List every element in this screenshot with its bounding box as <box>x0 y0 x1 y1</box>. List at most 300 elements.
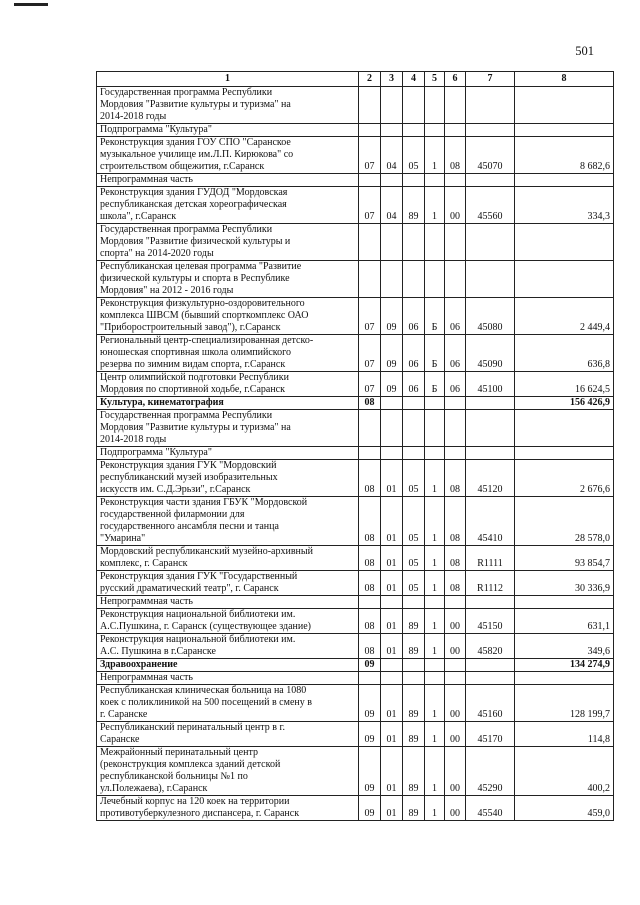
code-subsection-cell: 01 <box>381 685 403 722</box>
code-program-cell: 89 <box>403 722 425 747</box>
scan-edge-mark <box>14 3 48 6</box>
code-section-cell <box>359 596 381 609</box>
row-name-line: противотуберкулезного диспансера, г. Саранск <box>100 808 300 819</box>
table-row <box>97 596 614 609</box>
code-article-cell: 45170 <box>466 722 515 747</box>
code-subsection-cell <box>381 672 403 685</box>
row-name-line: Республиканская клиническая больница на 1080 <box>100 685 307 696</box>
table-row <box>97 372 614 397</box>
code-section-cell <box>359 447 381 460</box>
amount-cell: 93 854,7 <box>515 546 614 571</box>
section-row <box>97 397 614 410</box>
row-name-cell <box>97 546 359 571</box>
table-row <box>97 497 614 546</box>
code-direction-cell: 08 <box>445 460 466 497</box>
code-article-cell: 45070 <box>466 137 515 174</box>
amount-cell: 8 682,6 <box>515 137 614 174</box>
code-article-cell <box>466 224 515 261</box>
row-name-line: Реконструкция национальной библиотеки им. <box>100 609 296 620</box>
table-row <box>97 224 614 261</box>
code-subprogram-cell: 1 <box>425 685 445 722</box>
code-direction-cell <box>445 410 466 447</box>
code-program-cell: 05 <box>403 137 425 174</box>
code-subprogram-cell <box>425 397 445 410</box>
code-subsection-cell <box>381 224 403 261</box>
code-subsection-cell <box>381 596 403 609</box>
code-article-cell: 45540 <box>466 796 515 821</box>
amount-cell <box>515 596 614 609</box>
row-name-line: Центр олимпийской подготовки Республики <box>100 372 289 383</box>
code-program-cell <box>403 447 425 460</box>
budget-table <box>96 71 614 821</box>
row-name-line: ул.Полежаева), г.Саранск <box>100 783 208 794</box>
code-direction-cell: 00 <box>445 685 466 722</box>
code-article-cell: 45560 <box>466 187 515 224</box>
row-name-cell <box>97 124 359 137</box>
row-name-cell <box>97 659 359 672</box>
code-program-cell <box>403 397 425 410</box>
code-section-cell: 09 <box>359 796 381 821</box>
code-subprogram-cell: 1 <box>425 546 445 571</box>
row-name-line: Реконструкция здания ГУК "Мордовский <box>100 460 277 471</box>
code-subprogram-cell: 1 <box>425 609 445 634</box>
row-name-cell <box>97 672 359 685</box>
code-program-cell: 06 <box>403 335 425 372</box>
code-direction-cell: 08 <box>445 571 466 596</box>
row-name-cell <box>97 609 359 634</box>
row-name-cell <box>97 397 359 410</box>
row-name-line: Государственная программа Республики <box>100 224 273 235</box>
column-header: 3 <box>381 72 403 87</box>
code-direction-cell: 06 <box>445 335 466 372</box>
row-name-cell <box>97 596 359 609</box>
row-name-line: Мордовский республиканский музейно-архивный <box>100 546 313 557</box>
code-article-cell <box>466 596 515 609</box>
code-section-cell: 08 <box>359 609 381 634</box>
code-direction-cell: 08 <box>445 497 466 546</box>
code-subsection-cell: 09 <box>381 335 403 372</box>
row-name-line: школа", г.Саранск <box>100 211 177 222</box>
code-article-cell <box>466 124 515 137</box>
table-row <box>97 137 614 174</box>
code-article-cell <box>466 174 515 187</box>
code-program-cell <box>403 124 425 137</box>
code-article-cell: 45820 <box>466 634 515 659</box>
row-name-line: Республиканская целевая программа "Развитие <box>100 261 302 272</box>
code-program-cell <box>403 596 425 609</box>
row-name-line: резерва по зимним видам спорта, г.Саранск <box>100 359 286 370</box>
code-subprogram-cell: Б <box>425 335 445 372</box>
row-name-line: Мордовия "Развитие физической культуры и <box>100 236 291 247</box>
code-section-cell: 08 <box>359 497 381 546</box>
table-row <box>97 546 614 571</box>
row-name-cell <box>97 335 359 372</box>
code-direction-cell: 06 <box>445 298 466 335</box>
code-program-cell <box>403 261 425 298</box>
code-subsection-cell: 09 <box>381 372 403 397</box>
code-section-cell: 09 <box>359 659 381 672</box>
table-row <box>97 298 614 335</box>
amount-cell: 631,1 <box>515 609 614 634</box>
code-program-cell: 89 <box>403 609 425 634</box>
row-name-line: Реконструкция здания ГУК "Государственный <box>100 571 298 582</box>
code-program-cell <box>403 672 425 685</box>
row-name-cell <box>97 497 359 546</box>
code-program-cell <box>403 224 425 261</box>
row-name-line: государственной филармонии для <box>100 509 245 520</box>
row-name-line: Региональный центр-специализированная детско- <box>100 335 314 346</box>
code-direction-cell <box>445 87 466 124</box>
row-name-line: Подпрограмма "Культура" <box>100 124 212 135</box>
table-row <box>97 672 614 685</box>
code-program-cell: 89 <box>403 187 425 224</box>
row-name-line: государственного ансамбля песни и танца <box>100 521 279 532</box>
row-name-line: республиканский музей изобразительных <box>100 472 278 483</box>
code-section-cell <box>359 410 381 447</box>
table-row <box>97 447 614 460</box>
row-name-line: Реконструкция национальной библиотеки им. <box>100 634 296 645</box>
code-article-cell: 45080 <box>466 298 515 335</box>
row-name-line: Реконструкция части здания ГБУК "Мордовской <box>100 497 308 508</box>
code-subsection-cell: 01 <box>381 796 403 821</box>
code-program-cell: 89 <box>403 747 425 796</box>
code-section-cell <box>359 174 381 187</box>
code-subprogram-cell <box>425 410 445 447</box>
code-subprogram-cell <box>425 447 445 460</box>
code-direction-cell <box>445 174 466 187</box>
amount-cell: 349,6 <box>515 634 614 659</box>
code-section-cell: 08 <box>359 634 381 659</box>
code-article-cell: 45090 <box>466 335 515 372</box>
code-section-cell: 09 <box>359 722 381 747</box>
amount-cell <box>515 410 614 447</box>
row-name-line: А.С. Пушкина в г.Саранске <box>100 646 216 657</box>
code-program-cell: 05 <box>403 497 425 546</box>
row-name-cell <box>97 137 359 174</box>
code-program-cell: 05 <box>403 546 425 571</box>
column-header: 8 <box>515 72 614 87</box>
code-subsection-cell <box>381 174 403 187</box>
amount-cell <box>515 174 614 187</box>
column-header: 6 <box>445 72 466 87</box>
code-article-cell <box>466 87 515 124</box>
amount-cell: 636,8 <box>515 335 614 372</box>
row-name-cell <box>97 187 359 224</box>
code-subsection-cell <box>381 87 403 124</box>
code-subprogram-cell <box>425 659 445 672</box>
code-subprogram-cell: 1 <box>425 747 445 796</box>
row-name-line: Государственная программа Республики <box>100 410 273 421</box>
code-subsection-cell <box>381 261 403 298</box>
code-subprogram-cell <box>425 87 445 124</box>
code-subsection-cell <box>381 659 403 672</box>
row-name-line: республиканская детская хореографическая <box>100 199 287 210</box>
row-name-line: "Умарина" <box>100 533 146 544</box>
code-subsection-cell: 01 <box>381 722 403 747</box>
table-row <box>97 124 614 137</box>
row-name-line: комплекса ШВСМ (бывший спорткомплекс ОАО <box>100 310 309 321</box>
column-header: 1 <box>97 72 359 87</box>
code-subsection-cell <box>381 124 403 137</box>
table-row <box>97 685 614 722</box>
row-name-cell <box>97 372 359 397</box>
row-name-cell <box>97 796 359 821</box>
row-name-line: коек с поликлиникой на 500 посещений в смену в <box>100 697 312 708</box>
page-number: 501 <box>575 44 594 58</box>
code-subprogram-cell: Б <box>425 298 445 335</box>
column-header: 4 <box>403 72 425 87</box>
row-name-line: Здравоохранение <box>100 659 178 670</box>
code-direction-cell: 00 <box>445 722 466 747</box>
code-program-cell <box>403 410 425 447</box>
row-name-line: Мордовия "Развитие культуры и туризма" на <box>100 422 291 433</box>
code-section-cell: 08 <box>359 460 381 497</box>
code-subprogram-cell: 1 <box>425 634 445 659</box>
code-article-cell: 45290 <box>466 747 515 796</box>
amount-cell <box>515 87 614 124</box>
row-name-line: "Приборостроительный завод"), г.Саранск <box>100 322 281 333</box>
code-subprogram-cell <box>425 124 445 137</box>
code-subsection-cell <box>381 397 403 410</box>
code-direction-cell: 06 <box>445 372 466 397</box>
code-subsection-cell <box>381 410 403 447</box>
table-row <box>97 335 614 372</box>
row-name-line: строительством общежития, г.Саранск <box>100 161 265 172</box>
code-article-cell <box>466 659 515 672</box>
code-subsection-cell: 01 <box>381 460 403 497</box>
row-name-cell <box>97 298 359 335</box>
row-name-line: Межрайонный перинатальный центр <box>100 747 258 758</box>
section-row <box>97 659 614 672</box>
column-header: 5 <box>425 72 445 87</box>
amount-cell: 2 449,4 <box>515 298 614 335</box>
row-name-cell <box>97 685 359 722</box>
amount-cell: 400,2 <box>515 747 614 796</box>
code-section-cell: 08 <box>359 571 381 596</box>
row-name-line: Подпрограмма "Культура" <box>100 447 212 458</box>
code-subprogram-cell: 1 <box>425 187 445 224</box>
row-name-line: (реконструкция комплекса зданий детской <box>100 759 281 770</box>
code-subprogram-cell: 1 <box>425 137 445 174</box>
code-article-cell: 45100 <box>466 372 515 397</box>
code-program-cell: 05 <box>403 571 425 596</box>
code-subprogram-cell <box>425 224 445 261</box>
row-name-line: Мордовия" на 2012 - 2016 годы <box>100 285 234 296</box>
row-name-cell <box>97 447 359 460</box>
code-direction-cell <box>445 397 466 410</box>
row-name-line: 2014-2018 годы <box>100 111 167 122</box>
code-subsection-cell: 01 <box>381 609 403 634</box>
code-article-cell <box>466 397 515 410</box>
code-program-cell <box>403 659 425 672</box>
row-name-line: музыкальное училище им.Л.П. Кирюкова" со <box>100 149 294 160</box>
code-subsection-cell: 01 <box>381 546 403 571</box>
table-row <box>97 634 614 659</box>
code-section-cell: 07 <box>359 372 381 397</box>
table-row <box>97 410 614 447</box>
code-direction-cell <box>445 124 466 137</box>
code-direction-cell: 00 <box>445 634 466 659</box>
table-row <box>97 187 614 224</box>
code-direction-cell <box>445 261 466 298</box>
amount-cell: 114,8 <box>515 722 614 747</box>
amount-cell <box>515 261 614 298</box>
amount-cell: 128 199,7 <box>515 685 614 722</box>
row-name-cell <box>97 224 359 261</box>
code-section-cell: 07 <box>359 187 381 224</box>
code-direction-cell: 00 <box>445 747 466 796</box>
code-section-cell: 07 <box>359 137 381 174</box>
code-program-cell <box>403 174 425 187</box>
code-program-cell: 05 <box>403 460 425 497</box>
code-article-cell <box>466 410 515 447</box>
code-article-cell: R1112 <box>466 571 515 596</box>
amount-cell: 459,0 <box>515 796 614 821</box>
amount-cell <box>515 672 614 685</box>
code-article-cell: 45150 <box>466 609 515 634</box>
code-subprogram-cell <box>425 174 445 187</box>
row-name-cell <box>97 747 359 796</box>
row-name-line: юношеская спортивная школа олимпийского <box>100 347 291 358</box>
code-program-cell: 89 <box>403 796 425 821</box>
code-subsection-cell: 09 <box>381 298 403 335</box>
row-name-cell <box>97 460 359 497</box>
code-section-cell <box>359 87 381 124</box>
row-name-line: Мордовия "Развитие культуры и туризма" на <box>100 99 291 110</box>
row-name-line: Непрограммная часть <box>100 174 193 185</box>
code-direction-cell <box>445 447 466 460</box>
code-direction-cell: 08 <box>445 546 466 571</box>
code-section-cell: 09 <box>359 747 381 796</box>
code-subprogram-cell: 1 <box>425 460 445 497</box>
row-name-line: спорта" на 2014-2020 годы <box>100 248 214 259</box>
code-subprogram-cell: Б <box>425 372 445 397</box>
table-row <box>97 609 614 634</box>
column-header: 7 <box>466 72 515 87</box>
row-name-cell <box>97 174 359 187</box>
row-name-line: республиканской больницы №1 по <box>100 771 248 782</box>
code-subsection-cell: 04 <box>381 187 403 224</box>
row-name-line: Реконструкция здания ГУДОД "Мордовская <box>100 187 288 198</box>
code-article-cell <box>466 261 515 298</box>
amount-cell: 134 274,9 <box>515 659 614 672</box>
code-program-cell <box>403 87 425 124</box>
code-article-cell <box>466 447 515 460</box>
code-program-cell: 06 <box>403 372 425 397</box>
code-subprogram-cell: 1 <box>425 571 445 596</box>
row-name-cell <box>97 571 359 596</box>
row-name-line: Республиканский перинатальный центр в г. <box>100 722 285 733</box>
amount-cell <box>515 124 614 137</box>
code-section-cell: 08 <box>359 546 381 571</box>
amount-cell: 16 624,5 <box>515 372 614 397</box>
code-section-cell <box>359 672 381 685</box>
code-direction-cell: 00 <box>445 796 466 821</box>
amount-cell <box>515 224 614 261</box>
code-direction-cell: 08 <box>445 137 466 174</box>
table-row <box>97 174 614 187</box>
row-name-line: комплекс, г. Саранск <box>100 558 188 569</box>
row-name-cell <box>97 261 359 298</box>
row-name-cell <box>97 722 359 747</box>
code-subsection-cell: 01 <box>381 634 403 659</box>
code-program-cell: 89 <box>403 634 425 659</box>
code-subprogram-cell: 1 <box>425 796 445 821</box>
code-subsection-cell: 04 <box>381 137 403 174</box>
row-name-cell <box>97 410 359 447</box>
amount-cell: 334,3 <box>515 187 614 224</box>
row-name-line: Реконструкция здания ГОУ СПО "Саранское <box>100 137 291 148</box>
row-name-line: русский драматический театр", г. Саранск <box>100 583 279 594</box>
table-row <box>97 261 614 298</box>
code-section-cell <box>359 224 381 261</box>
column-header: 2 <box>359 72 381 87</box>
code-subprogram-cell <box>425 261 445 298</box>
row-name-line: Непрограммная часть <box>100 672 193 683</box>
code-direction-cell: 00 <box>445 187 466 224</box>
row-name-line: Культура, кинематография <box>100 397 224 408</box>
amount-cell: 28 578,0 <box>515 497 614 546</box>
row-name-cell <box>97 87 359 124</box>
code-article-cell: 45120 <box>466 460 515 497</box>
code-subprogram-cell: 1 <box>425 722 445 747</box>
code-subsection-cell: 01 <box>381 571 403 596</box>
code-subprogram-cell <box>425 596 445 609</box>
code-subprogram-cell <box>425 672 445 685</box>
code-section-cell: 07 <box>359 298 381 335</box>
table-header-row <box>97 72 614 87</box>
table-row <box>97 87 614 124</box>
code-section-cell <box>359 124 381 137</box>
code-subsection-cell <box>381 447 403 460</box>
row-name-line: Непрограммная часть <box>100 596 193 607</box>
row-name-line: г. Саранске <box>100 709 148 720</box>
code-article-cell <box>466 672 515 685</box>
table-row <box>97 747 614 796</box>
code-article-cell: 45160 <box>466 685 515 722</box>
code-section-cell <box>359 261 381 298</box>
row-name-line: Реконструкция физкультурно-оздоровительного <box>100 298 305 309</box>
table-row <box>97 796 614 821</box>
row-name-line: искусств им. С.Д.Эрьзи", г.Саранск <box>100 484 251 495</box>
row-name-line: А.С.Пушкина, г. Саранск (существующее здание) <box>100 621 312 632</box>
code-section-cell: 09 <box>359 685 381 722</box>
code-subsection-cell: 01 <box>381 497 403 546</box>
row-name-line: 2014-2018 годы <box>100 434 167 445</box>
row-name-line: Мордовия по спортивной ходьбе, г.Саранск <box>100 384 285 395</box>
code-direction-cell <box>445 224 466 261</box>
code-program-cell: 06 <box>403 298 425 335</box>
code-subprogram-cell: 1 <box>425 497 445 546</box>
table-row <box>97 571 614 596</box>
code-program-cell: 89 <box>403 685 425 722</box>
table-row <box>97 722 614 747</box>
row-name-line: Лечебный корпус на 120 коек на территории <box>100 796 290 807</box>
code-direction-cell <box>445 672 466 685</box>
code-section-cell: 07 <box>359 335 381 372</box>
code-article-cell: 45410 <box>466 497 515 546</box>
code-subsection-cell: 01 <box>381 747 403 796</box>
row-name-cell <box>97 634 359 659</box>
code-section-cell: 08 <box>359 397 381 410</box>
code-article-cell: R1111 <box>466 546 515 571</box>
code-direction-cell <box>445 596 466 609</box>
row-name-line: Саранске <box>100 734 140 745</box>
code-direction-cell: 00 <box>445 609 466 634</box>
row-name-line: Государственная программа Республики <box>100 87 273 98</box>
amount-cell <box>515 447 614 460</box>
row-name-line: физической культуры и спорта в Республике <box>100 273 290 284</box>
